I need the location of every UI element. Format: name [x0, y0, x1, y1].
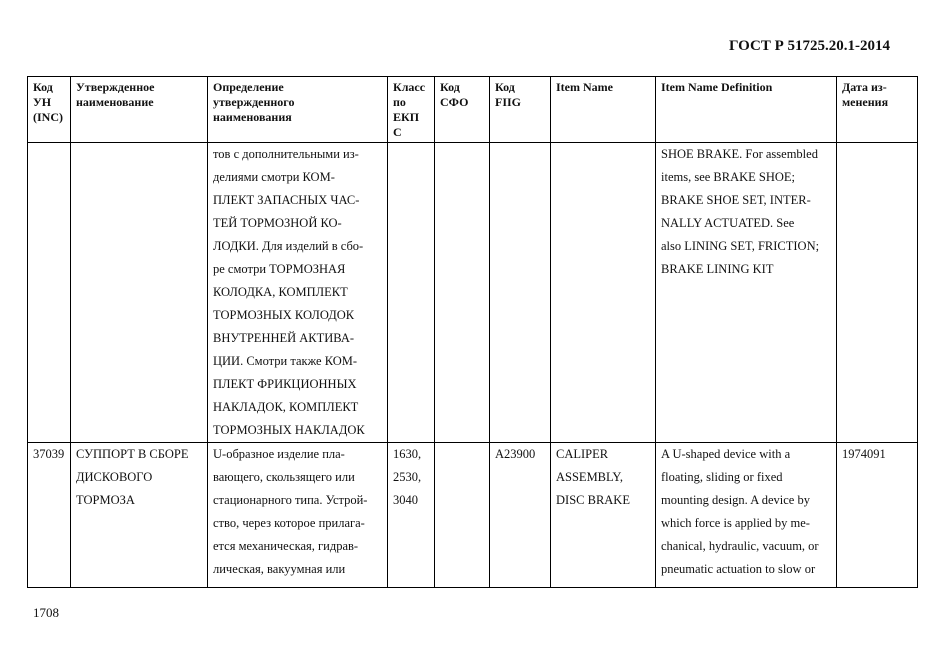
- cell-fiig: [490, 443, 551, 588]
- cell-item-definition: [656, 143, 837, 443]
- cell-text-line: BRAKE SHOE SET, INTER-: [661, 193, 811, 207]
- cell-text-line: ТОРМОЗА: [76, 493, 135, 507]
- table-header-row: [28, 77, 918, 143]
- cell-text-line: ТОРМОЗНЫХ КОЛОДОК: [213, 308, 355, 322]
- cell-text-line: тов с дополнительными из-: [213, 147, 359, 161]
- cell-text-line: ПЛЕКТ ЗАПАСНЫХ ЧАС-: [213, 193, 360, 207]
- column-header-line: менения: [842, 95, 889, 109]
- cell-text-line: КОЛОДКА, КОМПЛЕКТ: [213, 285, 348, 299]
- cell-text-line: ется механическая, гидрав-: [213, 539, 359, 553]
- column-header-line: ЕКП: [393, 110, 420, 124]
- cell-text-line: НАКЛАДОК, КОМПЛЕКТ: [213, 400, 359, 414]
- cell-text-line: стационарного типа. Устрой-: [213, 493, 368, 507]
- cell-text-line: вающего, скользящего или: [213, 470, 355, 484]
- cell-item-name: [551, 143, 656, 443]
- cell-text-line: CALIPER: [556, 447, 609, 461]
- column-header-line: утвержденного: [213, 95, 295, 109]
- cell-text-line: ДИСКОВОГО: [76, 470, 153, 484]
- cell-text-line: mounting design. A device by: [661, 493, 810, 507]
- column-header-line: Код: [33, 80, 53, 94]
- column-header-line: (INC): [33, 110, 63, 124]
- cell-text-line: ТЕЙ ТОРМОЗНОЙ КО-: [213, 216, 342, 230]
- column-header-inc: [28, 77, 71, 143]
- column-header-line: СФО: [440, 95, 469, 109]
- column-header-line: по: [393, 95, 406, 109]
- cell-text-line: which force is applied by me-: [661, 516, 810, 530]
- table-row: [28, 143, 918, 443]
- table-row: [28, 443, 918, 588]
- cell-text-line: DISC BRAKE: [556, 493, 630, 507]
- cell-text-line: floating, sliding or fixed: [661, 470, 783, 484]
- column-header-class: [388, 77, 435, 143]
- cell-text-line: ство, через которое прилага-: [213, 516, 365, 530]
- column-header-line: Код: [440, 80, 460, 94]
- classification-table: [27, 76, 918, 588]
- cell-name: [71, 443, 208, 588]
- column-header-line: С: [393, 125, 402, 139]
- cell-text-line: pneumatic actuation to slow or: [661, 562, 816, 576]
- column-header-sfo: [435, 77, 490, 143]
- column-header-fiig: [490, 77, 551, 143]
- cell-item-definition: [656, 443, 837, 588]
- cell-text-line: chanical, hydraulic, vacuum, or: [661, 539, 819, 553]
- column-header-item-name: [551, 77, 656, 143]
- column-header-line: Определение: [213, 80, 284, 94]
- column-header-item-definition: [656, 77, 837, 143]
- cell-sfo: [435, 443, 490, 588]
- cell-class: [388, 443, 435, 588]
- cell-text-line: лическая, вакуумная или: [213, 562, 346, 576]
- cell-text-line: ЛОДКИ. Для изделий в сбо-: [213, 239, 364, 253]
- column-header-line: Утвержденное: [76, 80, 155, 94]
- cell-text-line: A U-shaped device with a: [661, 447, 791, 461]
- cell-text-line: 1974091: [842, 447, 886, 461]
- column-header-line: FIIG: [495, 95, 522, 109]
- column-header-line: Класс: [393, 80, 426, 94]
- cell-text-line: 2530,: [393, 470, 422, 484]
- column-header-line: наименования: [213, 110, 292, 124]
- cell-item-name: [551, 443, 656, 588]
- cell-text-line: делиями смотри КОМ-: [213, 170, 335, 184]
- cell-definition: [208, 443, 388, 588]
- column-header-line: наименование: [76, 95, 154, 109]
- cell-text-line: 3040: [393, 493, 418, 507]
- cell-text-line: ASSEMBLY,: [556, 470, 623, 484]
- column-header-line: Item Name: [556, 80, 613, 94]
- cell-inc: [28, 443, 71, 588]
- cell-text-line: items, see BRAKE SHOE;: [661, 170, 796, 184]
- cell-text-line: 1630,: [393, 447, 422, 461]
- cell-text-line: SHOE BRAKE. For assembled: [661, 147, 818, 161]
- cell-text-line: ПЛЕКТ ФРИКЦИОННЫХ: [213, 377, 357, 391]
- cell-text-line: ВНУТРЕННЕЙ АКТИВА-: [213, 331, 355, 345]
- cell-sfo: [435, 143, 490, 443]
- cell-fiig: [490, 143, 551, 443]
- cell-text-line: СУППОРТ В СБОРЕ: [76, 447, 189, 461]
- document-standard-header: ГОСТ Р 51725.20.1-2014: [728, 38, 890, 54]
- page-number: 1708: [33, 605, 59, 620]
- column-header-line: Item Name Definition: [661, 80, 773, 94]
- column-header-line: Дата из-: [842, 80, 887, 94]
- cell-text-line: BRAKE LINING KIT: [661, 262, 774, 276]
- column-header-date: [837, 77, 918, 143]
- cell-inc: [28, 143, 71, 443]
- column-header-line: УН: [33, 95, 52, 109]
- cell-text-line: A23900: [495, 447, 536, 461]
- cell-text-line: ре смотри ТОРМОЗНАЯ: [213, 262, 346, 276]
- cell-text-line: also LINING SET, FRICTION;: [661, 239, 820, 253]
- cell-date: [837, 143, 918, 443]
- cell-text-line: NALLY ACTUATED. See: [661, 216, 795, 230]
- cell-text-line: ЦИИ. Смотри также КОМ-: [213, 354, 358, 368]
- cell-text-line: 37039: [33, 447, 65, 461]
- cell-name: [71, 143, 208, 443]
- column-header-line: Код: [495, 80, 515, 94]
- column-header-definition: [208, 77, 388, 143]
- cell-text-line: U-образное изделие пла-: [213, 447, 345, 461]
- cell-text-line: ТОРМОЗНЫХ НАКЛАДОК: [213, 423, 365, 437]
- cell-definition: [208, 143, 388, 443]
- cell-class: [388, 143, 435, 443]
- cell-date: [837, 443, 918, 588]
- column-header-name: [71, 77, 208, 143]
